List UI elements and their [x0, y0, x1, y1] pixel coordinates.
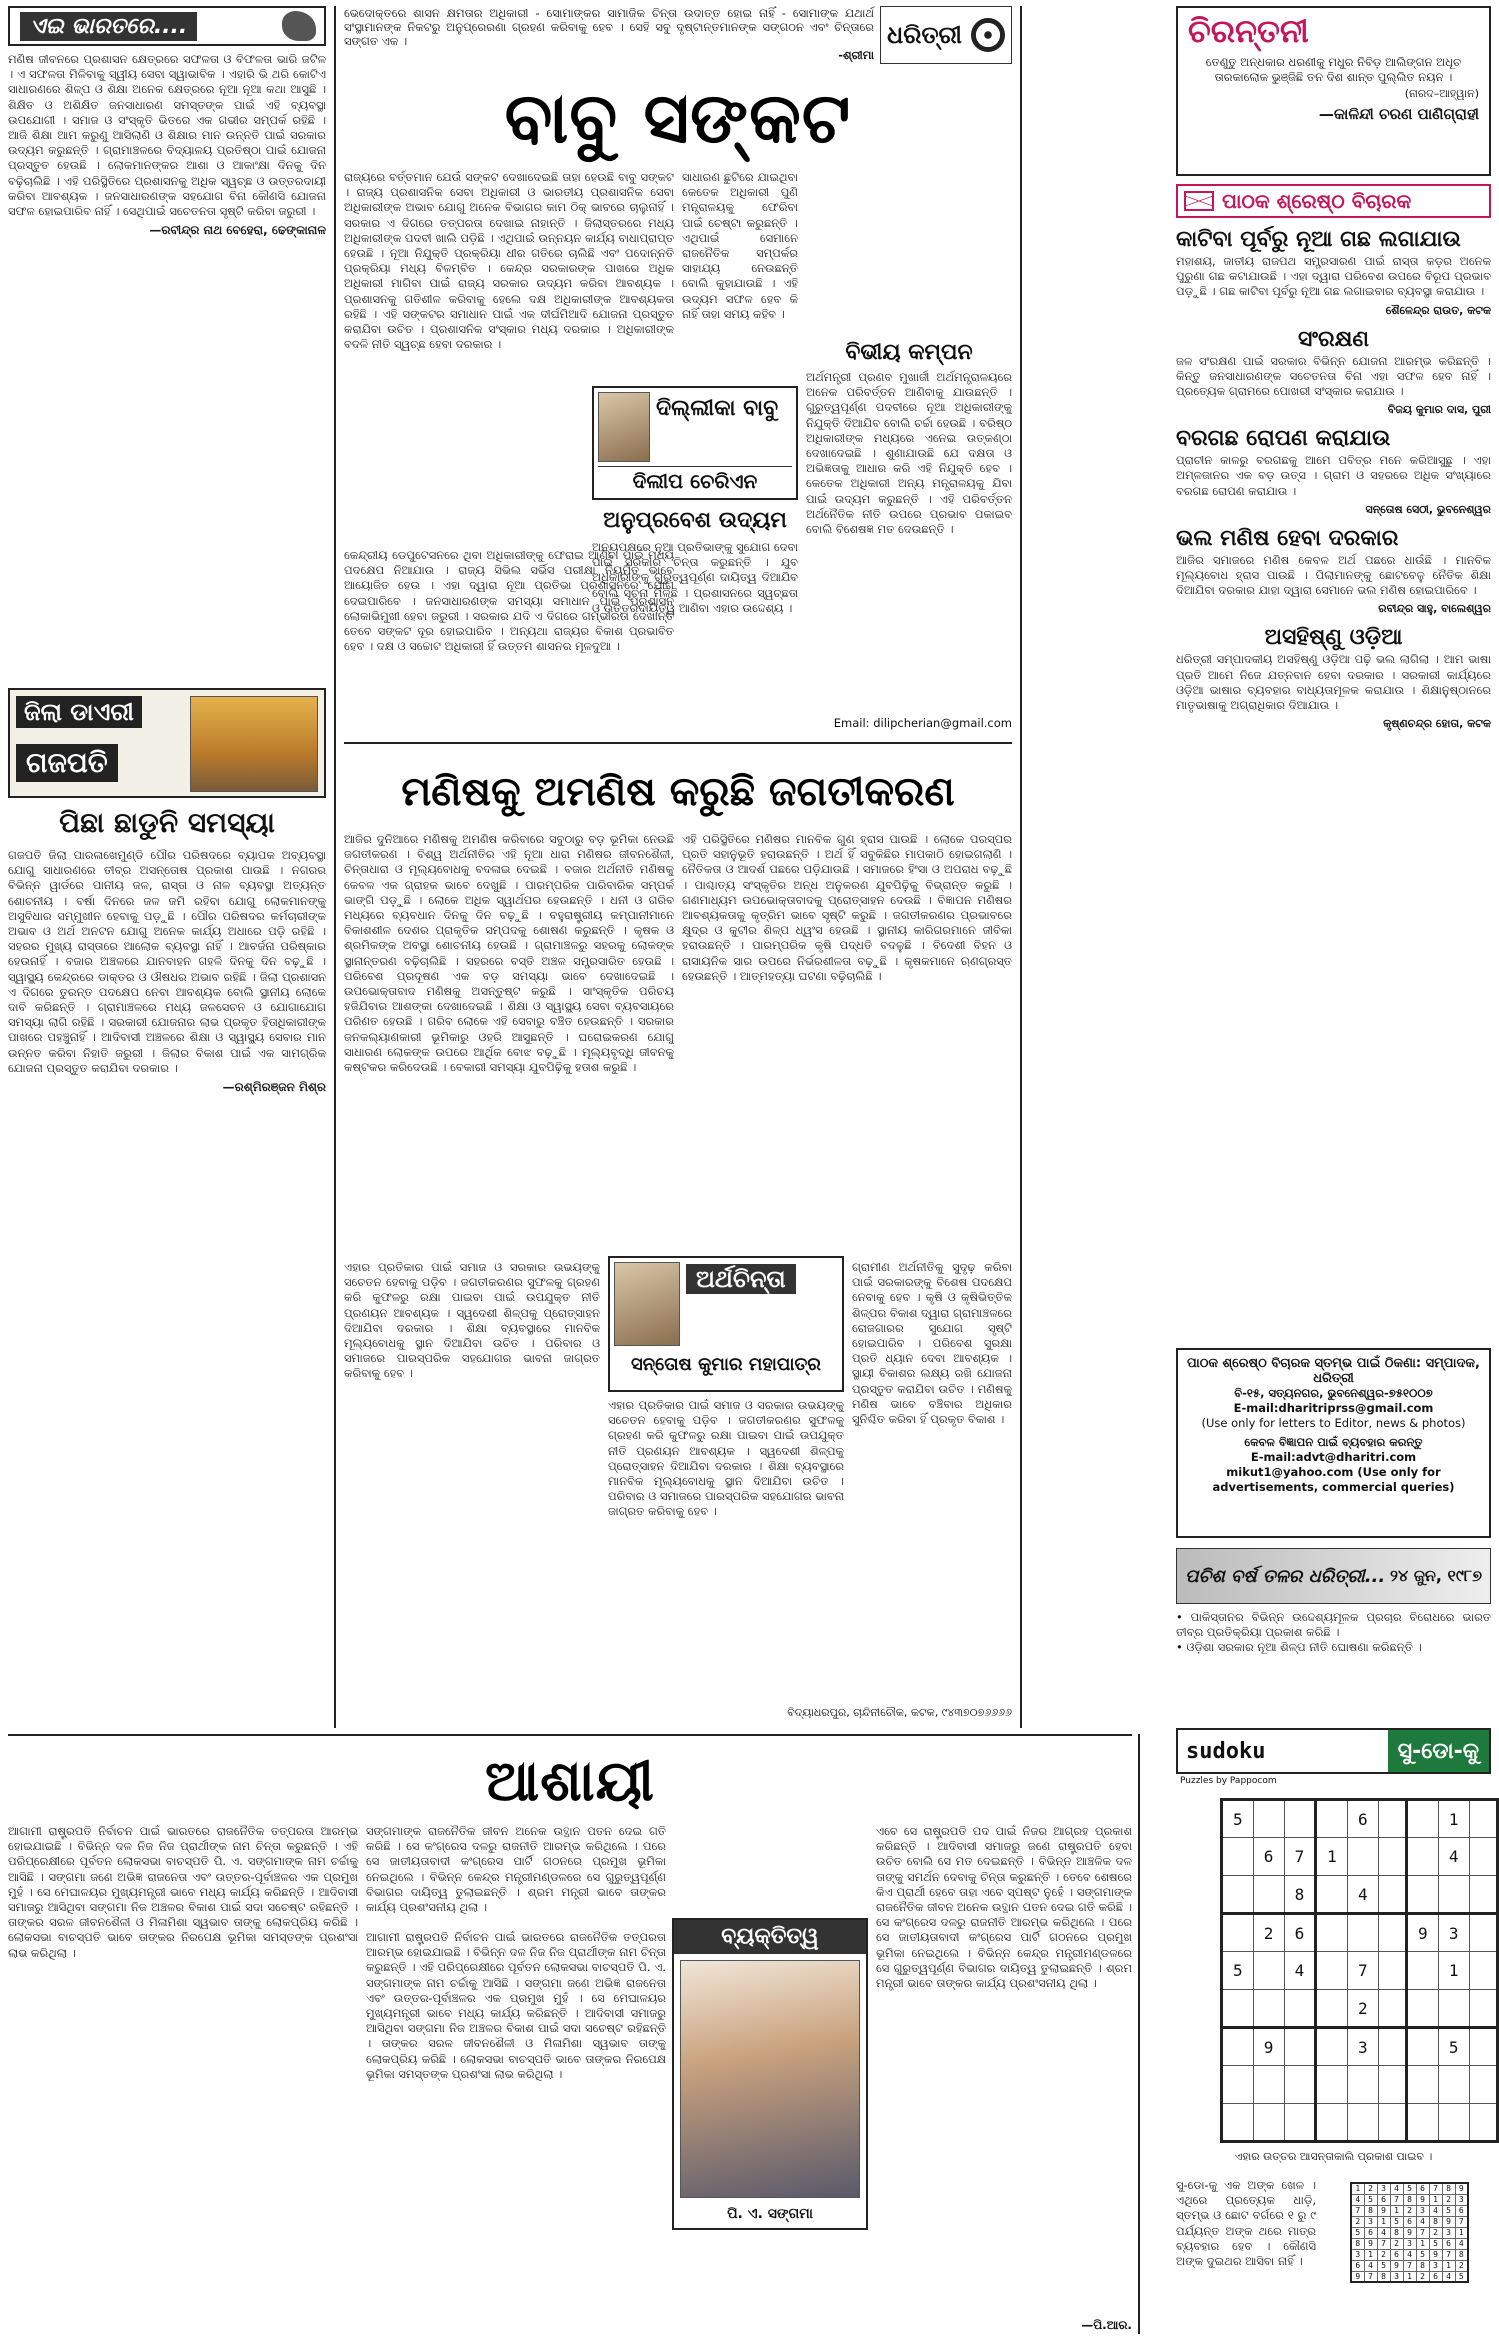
sudoku-row — [1351, 2205, 1468, 2216]
sudoku-row — [1222, 1876, 1498, 1914]
editorial-body-b: କେନ୍ଦ୍ରୀୟ ଡେପୁଟେସନରେ ଥିବା ଅଧିକାରୀଙ୍କୁ ଫେରାଇ ଆଣିବା ପାଇଁ ମଧ୍ୟ ପଦକ୍ଷେପ ନିଆଯାଉ । ରାଜ୍ୟ ସିଭିଲ ସର୍ଭିସ ପରୀକ୍ଷା ନିୟମିତ ଭାବେ ଆୟୋଜିତ ହେଉ । ଏହା ଦ୍ୱାରା ନୂଆ ପ୍ରତିଭା ପ୍ରଶାସନରେ ଯୋଗ ଦେଇପାରିବେ । ଜନସାଧାରଣଙ୍କ ସମସ୍ୟା ସମାଧାନ ପାଇଁ ପ୍ରଶାସନ ଲୋକାଭିମୁଖୀ ହେବା ଜରୁରୀ । ସରକାର ଯଦି ଏ ଦିଗରେ ଗମ୍ଭୀରତା ଦେଖାନ୍ତି ତେବେ ସଙ୍କଟ ଦୂର ହୋଇପାରିବ । ଅନ୍ୟଥା ରାଜ୍ୟର ବିକାଶ ପ୍ରଭାବିତ ହେବ । ଦକ୍ଷ ଓ ସଚ୍ଚୋଟ ଅଧିକାରୀ ହିଁ ଉତ୍ତମ ଶାସନର ମୂଳଦୁଆ । — [344, 548, 674, 654]
sudoku-answer-cell: 4 — [1442, 2271, 1455, 2282]
sudoku-cell[interactable] — [1253, 2066, 1284, 2104]
sudoku-cell[interactable] — [1316, 1914, 1348, 1952]
letter-title: ଅସହିଷ୍ଣୁ ଓଡ଼ିଆ — [1264, 625, 1403, 651]
sudoku-row — [1351, 2260, 1468, 2271]
sudoku-answer-cell: 3 — [1442, 2227, 1455, 2238]
sudoku-row — [1222, 1990, 1498, 2028]
india-map-icon — [282, 11, 316, 41]
sudoku-cell: 5 — [1438, 2028, 1469, 2066]
sudoku-answer-cell: 1 — [1442, 2260, 1455, 2271]
sudoku-answer-cell: 5 — [1416, 2249, 1429, 2260]
sudoku-answer-cell: 7 — [1364, 2271, 1377, 2282]
top-left-signature: —ରବୀନ୍ଦ୍ର ନାଥ ବେହେରା, ଢେଙ୍କାନାଳ — [149, 223, 326, 238]
dharitri-logo — [880, 6, 1012, 64]
sudoku-cell: 4 — [1438, 1838, 1469, 1876]
sudoku-answer-cell: 5 — [1377, 2260, 1390, 2271]
sudoku-answer-grid — [1350, 2182, 1469, 2283]
sudoku-cell[interactable] — [1378, 1914, 1406, 1952]
sudoku-cell[interactable] — [1284, 2104, 1316, 2142]
letter-item — [1176, 326, 1491, 418]
sudoku-answer-cell: 6 — [1377, 2194, 1390, 2205]
sudoku-answer-cell: 2 — [1416, 2271, 1429, 2282]
sudoku-answer-cell: 7 — [1455, 2216, 1468, 2227]
sudoku-cell[interactable] — [1378, 1990, 1406, 2028]
sudoku-answer-cell: 6 — [1442, 2238, 1455, 2249]
sudoku-cell[interactable] — [1316, 2028, 1348, 2066]
sudoku-answer-cell: 6 — [1390, 2249, 1403, 2260]
sudoku-cell[interactable] — [1469, 2066, 1497, 2104]
anniversary-item: • ଓଡ଼ିଶା ସରକାର ନୂଆ ଶିଳ୍ପ ନୀତି ଘୋଷଣା କରିଛନ୍ତି । — [1176, 1640, 1422, 1655]
contact-email-ads[interactable]: E-mail:advt@dharitri.com — [1250, 1450, 1417, 1464]
sudoku-cell[interactable] — [1347, 1838, 1378, 1876]
envelope-icon — [1184, 191, 1214, 211]
anniversary-date: ୨୪ ଜୁନ, ୧୯୮୭ — [1390, 1566, 1482, 1585]
sudoku-answer-cell: 2 — [1429, 2227, 1442, 2238]
sudoku-answer-cell: 1 — [1455, 2227, 1468, 2238]
sudoku-answer-cell: 5 — [1442, 2205, 1455, 2216]
letter-title: ସଂରକ୍ଷଣ — [1297, 326, 1370, 352]
sudoku-cell[interactable] — [1438, 2066, 1469, 2104]
sudoku-row — [1351, 2227, 1468, 2238]
sudoku-cell[interactable] — [1407, 2104, 1439, 2142]
district-diary-body: ଗଜପତି ଜିଲା ପାରଳାଖେମୁଣ୍ଡି ପୌର ପରିଷଦରେ ବ୍ୟାପକ ଅବ୍ୟବସ୍ଥା ଯୋଗୁ ସାଧାରଣରେ ତୀବ୍ର ଅସନ୍ତୋଷ ପ୍ରକାଶ ପାଉଛି । ନଗରର ବିଭିନ୍ନ ୱାର୍ଡରେ ପାନୀୟ ଜଳ, ରାସ୍ତା ଓ ନାଳ ବ୍ୟବସ୍ଥା ଅତ୍ୟନ୍ତ ଶୋଚନୀୟ । ବର୍ଷା ଦିନରେ ଜଳ ଜମି ରହିବା ଯୋଗୁ ଲୋକମାନଙ୍କୁ ଅସୁବିଧାର ସମ୍ମୁଖୀନ ହେବାକୁ ପଡ଼ୁଛି । ପୌର ପରିଷଦର କର୍ମଚାରୀଙ୍କ ଅଭାବ ଓ ଅର୍ଥ ଅନଟନ ଯୋଗୁ ଅନେକ କାର୍ଯ୍ୟ ଅଧାରେ ପଡ଼ି ରହିଛି । ସହରର ମୁଖ୍ୟ ରାସ୍ତାରେ ଆଲୋକ ବ୍ୟବସ୍ଥା ନାହିଁ । ଆବର୍ଜନା ପରିଷ୍କାର ହେଉନାହିଁ । ବଜାର ଅଞ୍ଚଳରେ ଯାନବାହନ ଗହଳି ଦିନକୁ ଦିନ ବଢ଼ୁଛି । ସ୍ୱାସ୍ଥ୍ୟ କେନ୍ଦ୍ରରେ ଡାକ୍ତର ଓ ଔଷଧର ଅଭାବ ରହିଛି । ଜିଲା ପ୍ରଶାସନ ଏ ଦିଗରେ ତୁରନ୍ତ ପଦକ୍ଷେପ ନେବା ଆବଶ୍ୟକ ବୋଲି ସ୍ଥାନୀୟ ଲୋକେ ଦାବି କରିଛନ୍ତି । ଗ୍ରାମାଞ୍ଚଳରେ ମଧ୍ୟ ଜଳସେଚନ ଓ ଯୋଗାଯୋଗ ସମସ୍ୟା ଲାଗି ରହିଛି । ସରକାରୀ ଯୋଜନାର ଲାଭ ପ୍ରକୃତ ହିତାଧିକାରୀଙ୍କ ପାଖରେ ପହଞ୍ଚୁନାହିଁ । ଆଦିବାସୀ ଅଞ୍ଚଳରେ ଶିକ୍ଷା ଓ ସ୍ୱାସ୍ଥ୍ୟ ସେବାର ମାନ ଉନ୍ନତ କରିବା ନିହାତି ଜରୁରୀ । ଜିଲାର ବିକାଶ ପାଇଁ ଏକ ସାମଗ୍ରିକ ଯୋଜନା ପ୍ରସ୍ତୁତ କରାଯିବା ଦରକାର । —ରଶ୍ମିରଞ୍ଜନ ମିଶ୍ର — [8, 848, 326, 1095]
sudoku-cell: 4 — [1284, 1952, 1316, 1990]
divider — [344, 742, 1012, 744]
sudoku-answer-cell: 9 — [1377, 2205, 1390, 2216]
sudoku-row — [1351, 2238, 1468, 2249]
sudoku-answer-cell: 3 — [1377, 2183, 1390, 2194]
sudoku-answer-cell: 2 — [1455, 2260, 1468, 2271]
banner-text: ଏଇ ଭାରତରେ.... — [20, 12, 197, 41]
letter-title: ଭଲ ମଣିଷ ହେବା ଦରକାର — [1176, 525, 1399, 551]
sudoku-cell[interactable] — [1407, 2066, 1439, 2104]
sudoku-answer-cell: 4 — [1429, 2205, 1442, 2216]
main-story-body-a: ଆଜିର ଦୁନିଆରେ ମଣିଷକୁ ଅମଣିଷ କରିବାରେ ସବୁଠାରୁ ବଡ଼ ଭୂମିକା ନେଉଛି ଜଗତୀକରଣ । ବିଶ୍ୱ ଅର୍ଥନୀତିର ଏହି ନୂଆ ଧାରା ମଣିଷର ଜୀବନଶୈଳୀ, ଚିନ୍ତାଧାରା ଓ ମୂଲ୍ୟବୋଧକୁ ବଦଳାଇ ଦେଇଛି । ବଜାର ଅର୍ଥନୀତି ମଣିଷକୁ କେବଳ ଏକ ଗ୍ରାହକ ଭାବେ ଦେଖୁଛି । ପାରମ୍ପରିକ ପାରିବାରିକ ସମ୍ପର୍କ ଭାଙ୍ଗି ପଡ଼ୁଛି । ଲୋକେ ଅଧିକ ସ୍ୱାର୍ଥପର ହେଉଛନ୍ତି । ଧନୀ ଓ ଗରିବ ମଧ୍ୟରେ ବ୍ୟବଧାନ ଦିନକୁ ଦିନ ବଢ଼ୁଛି । ବହୁରାଷ୍ଟ୍ରୀୟ କମ୍ପାନୀମାନେ ବିକାଶଶୀଳ ଦେଶର ପ୍ରାକୃତିକ ସମ୍ପଦକୁ ଶୋଷଣ କରୁଛନ୍ତି । କୃଷକ ଓ ଶ୍ରମିକଙ୍କ ଅବସ୍ଥା ଶୋଚନୀୟ ହେଉଛି । ଗ୍ରାମାଞ୍ଚଳରୁ ସହରକୁ ଲୋକଙ୍କ ସ୍ଥାନାନ୍ତରଣ ବଢ଼ିଚାଲିଛି । ସହରରେ ବସ୍ତି ଅଞ୍ଚଳ ସମ୍ପ୍ରସାରିତ ହେଉଛି । ପରିବେଶ ପ୍ରଦୂଷଣ ଏକ ବଡ଼ ସମସ୍ୟା ଭାବେ ଦେଖାଦେଇଛି । ଉପଭୋକ୍ତାବାଦ ମଣିଷକୁ ଅସନ୍ତୁଷ୍ଟ କରୁଛି । ସାଂସ୍କୃତିକ ପରିଚୟ ହଜିଯିବାର ଆଶଙ୍କା ଦେଖାଦେଇଛି । ଶିକ୍ଷା ଓ ସ୍ୱାସ୍ଥ୍ୟ ସେବା ବ୍ୟବସାୟରେ ପରିଣତ ହେଉଛି । ଗରିବ ଲୋକେ ଏହି ସେବାରୁ ବଞ୍ଚିତ ହେଉଛନ୍ତି । ସରକାର ଜନକଲ୍ୟାଣକାରୀ ଭୂମିକାରୁ ଓହରି ଆସୁଛନ୍ତି । ଘରୋଇକରଣ ଯୋଗୁ ସାଧାରଣ ଲୋକଙ୍କ ଉପରେ ଆର୍ଥିକ ବୋଝ ବଢ଼ୁଛି । ମୂଲ୍ୟବୃଦ୍ଧି ଜୀବନକୁ କଷ୍ଟକର କରିଦେଉଛି । ବେକାରୀ ସମସ୍ୟା ଯୁବପିଢ଼ିକୁ ହତାଶ କରୁଛି । — [344, 832, 674, 1075]
sudoku-cell[interactable] — [1347, 1914, 1378, 1952]
sudoku-answer-cell: 2 — [1351, 2216, 1364, 2227]
sudoku-row — [1351, 2216, 1468, 2227]
logo-text: ଧରିତ୍ରୀ — [887, 21, 962, 49]
sudoku-cell[interactable] — [1378, 1876, 1406, 1914]
sudoku-label-latin: sudoku — [1186, 1738, 1266, 1764]
sudoku-cell: 6 — [1347, 1800, 1378, 1838]
sudoku-answer-cell: 6 — [1429, 2271, 1442, 2282]
sudoku-answer-cell: 8 — [1403, 2194, 1416, 2205]
sudoku-row — [1222, 1800, 1498, 1838]
sudoku-answer-cell: 4 — [1364, 2260, 1377, 2271]
sudoku-answer-cell: 6 — [1364, 2227, 1377, 2238]
sudoku-answer-cell: 1 — [1364, 2249, 1377, 2260]
divider — [8, 1734, 1132, 1736]
sudoku-answer-cell: 3 — [1429, 2260, 1442, 2271]
district-name: ଗଜପତି — [16, 744, 118, 782]
sudoku-cell[interactable] — [1378, 1952, 1406, 1990]
sudoku-answer-cell: 2 — [1390, 2238, 1403, 2249]
sudoku-row — [1351, 2183, 1468, 2194]
sudoku-answer-cell: 3 — [1403, 2238, 1416, 2249]
top-left-body: ମଣିଷ ଜୀବନରେ ପ୍ରଶାସନ କ୍ଷେତ୍ରରେ ସଫଳତା ଓ ବିଫଳତା ଭାରି ଜଟିଳ । ଏ ସଫଳତା ମିଳିବାକୁ ସ୍ୱୀୟ ସେବା ସ୍ୱାଭାବିକ । ଏହାରି ଭି ଥରି କୋଟିଏ ସାଧାରଣରେ ଶିଳ୍ପ ଓ ଶିକ୍ଷା ଅନେକ କ୍ଷେତ୍ରରେ ନୂଆ ନୂଆ କଥା ଆସୁଛି । ଶିକ୍ଷିତ ଓ ଅଶିକ୍ଷିତ ଜନସାଧାରଣ ସମସ୍ତଙ୍କ ପାଇଁ ଏହି ବ୍ୟବସ୍ଥା ଉପଯୋଗୀ । ସମାଜ ଓ ସଂସ୍କୃତି ଭିତରେ ଏକ ଗଭୀର ସମ୍ପର୍କ ରହିଛି । ଆଜି ଶିକ୍ଷା ଆମ କରୁଣୁ ଆସିଲାଣି ଓ ଶିକ୍ଷାର ମାନ ଉନ୍ନତି ପାଇଁ ସରକାର ଉଦ୍ୟମ କରୁଛନ୍ତି । ଗ୍ରାମାଞ୍ଚଳରେ ବିଦ୍ୟାଳୟ ପ୍ରତିଷ୍ଠା ପାଇଁ ଯୋଜନା ପ୍ରସ୍ତୁତ ହେଉଛି । ଲୋକମାନଙ୍କର ଆଶା ଓ ଆକାଂକ୍ଷା ଦିନକୁ ଦିନ ବଢ଼ିଚାଲିଛି । ଏହି ପରିସ୍ଥିତିରେ ପ୍ରଶାସନକୁ ଅଧିକ ସ୍ୱଚ୍ଛ ଓ ଉତ୍ତରଦାୟୀ କରିବା ଆବଶ୍ୟକ । ଜନସାଧାରଣଙ୍କ ସହଯୋଗ ବିନା କୌଣସି ଯୋଜନା ସଫଳ ହୋଇପାରିବ ନାହିଁ । ସେଥିପାଇଁ ସଚେତନତା ସୃଷ୍ଟି କରିବା ଜରୁରୀ । —ରବୀନ୍ଦ୍ର ନାଥ ବେହେରା, ଢେଙ୍କାନାଳ — [8, 52, 326, 238]
sudoku-cell[interactable] — [1407, 1800, 1439, 1838]
letter-item — [1176, 525, 1491, 617]
sudoku-cell[interactable] — [1316, 1990, 1348, 2028]
sudoku-cell[interactable] — [1378, 2066, 1406, 2104]
sudoku-cell[interactable] — [1253, 1800, 1284, 1838]
divider — [1020, 6, 1022, 1728]
sudoku-answer-cell: 5 — [1403, 2183, 1416, 2194]
sudoku-cell[interactable] — [1284, 2066, 1316, 2104]
sudoku-cell[interactable] — [1378, 2028, 1406, 2066]
sudoku-answer-cell: 7 — [1416, 2227, 1429, 2238]
masthead-quote: ଭେଦୋକ୍ତରେ ଶାସନ କ୍ଷମତାର ଅଧିକାରୀ - ସୋମାଙ୍କର ସାମାଜିକ ଚିନ୍ତା ଉଦାତ୍ତ ହୋଇ ନାହିଁ - ସୋମାଙ୍କ ଯଥାର୍ଥ ସଂସ୍ଥାମାନଙ୍କ ନିକଟରୁ ଅନୁପ୍ରେରଣା ଗ୍ରହଣ କରିବାକୁ ହେବ । ସେହି ସବୁ ଦୃଷ୍ଟାନ୍ତମାନଙ୍କ ସଙ୍ଗଠନ ଏବଂ ଚିନ୍ତାରେ ସଙ୍ଗତ ଏକ । -ଶ୍ରୀମା — [344, 6, 874, 62]
sudoku-answer-cell: 8 — [1455, 2249, 1468, 2260]
delhi-body-a: ଅର୍ଥମନ୍ତ୍ରୀ ପ୍ରଣବ ମୁଖାର୍ଜୀ ଅର୍ଥମନ୍ତ୍ରାଳୟରେ ଅନେକ ପରିବର୍ତ୍ତନ ଆଣିବାକୁ ଯାଉଛନ୍ତି । ଗୁରୁତ୍ୱପୂର୍ଣ୍ଣ ପଦବୀରେ ନୂଆ ଅଧିକାରୀଙ୍କୁ ନିଯୁକ୍ତି ଦିଆଯିବ ବୋଲି ଚର୍ଚ୍ଚା ହେଉଛି । ବରିଷ୍ଠ ଅଧିକାରୀଙ୍କ ମଧ୍ୟରେ ଏନେଇ ଉତ୍କଣ୍ଠା ଦେଖାଦେଇଛି । ଶୁଣାଯାଉଛି ଯେ ଦକ୍ଷତା ଓ ଅଭିଜ୍ଞତାକୁ ଆଧାର କରି ଏହି ନିଯୁକ୍ତି ହେବ । କେତେକ ଅଧିକାରୀ ଅନ୍ୟ ମନ୍ତ୍ରାଳୟକୁ ଯିବା ପାଇଁ ଉଦ୍ୟମ କରୁଛନ୍ତି । ଏହି ପରିବର୍ତ୍ତନ ଅର୍ଥନୈତିକ ନୀତି ଉପରେ ପ୍ରଭାବ ପକାଇବ ବୋଲି ବିଶେଷଜ୍ଞ ମତ ଦେଉଛନ୍ତି । — [806, 370, 1012, 537]
letter-title: ବରଗଛ ରୋପଣ କରାଯାଉ — [1176, 426, 1391, 452]
main-story-col-d: ଗ୍ରାମୀଣ ଅର୍ଥନୀତିକୁ ସୁଦୃଢ଼ କରିବା ପାଇଁ ସରକାରଙ୍କୁ ବିଶେଷ ପଦକ୍ଷେପ ନେବାକୁ ହେବ । କୃଷି ଓ କୃଷିଭିତ୍ତିକ ଶିଳ୍ପର ବିକାଶ ଦ୍ୱାରା ଗ୍ରାମାଞ୍ଚଳରେ ରୋଜଗାରର ସୁଯୋଗ ସୃଷ୍ଟି ହୋଇପାରିବ । ପରିବେଶ ସୁରକ୍ଷା ପ୍ରତି ଧ୍ୟାନ ଦେବା ଆବଶ୍ୟକ । ସ୍ଥାୟୀ ବିକାଶର ଲକ୍ଷ୍ୟ ରଖି ଯୋଜନା ପ୍ରସ୍ତୁତ କରାଯିବା ଉଚିତ । ମଣିଷକୁ ମଣିଷ ଭାବେ ବଞ୍ଚିବାର ଅଧିକାର ସୁନିଶ୍ଚିତ କରିବା ହିଁ ପ୍ରକୃତ ବିକାଶ । — [852, 1260, 1012, 1427]
profile-body-a: ଆଗାମୀ ରାଷ୍ଟ୍ରପତି ନିର୍ବାଚନ ପାଇଁ ଭାରତରେ ରାଜନୈତିକ ତତ୍ପରତା ଆରମ୍ଭ ହୋଇଯାଇଛି । ବିଭିନ୍ନ ଦଳ ନିଜ ନିଜ ପ୍ରାର୍ଥୀଙ୍କ ନାମ ଚିନ୍ତା କରୁଛନ୍ତି । ଏହି ପରିପ୍ରେକ୍ଷୀରେ ପୂର୍ବତନ ଲୋକସଭା ବାଚସ୍ପତି ପି. ଏ. ସଙ୍ଗମାଙ୍କ ନାମ ଚର୍ଚ୍ଚାକୁ ଆସିଛି । ସଙ୍ଗମା ଜଣେ ଅଭିଜ୍ଞ ରାଜନେତା ଏବଂ ଉତ୍ତର-ପୂର୍ବାଞ୍ଚଳର ଏକ ପ୍ରମୁଖ ମୁହଁ । ସେ ମେଘାଳୟର ମୁଖ୍ୟମନ୍ତ୍ରୀ ଭାବେ ମଧ୍ୟ କାର୍ଯ୍ୟ କରିଛନ୍ତି । ଆଦିବାସୀ ସମାଜରୁ ଆସିଥିବା ସଙ୍ଗମା ନିଜ ଅଞ୍ଚଳର ବିକାଶ ପାଇଁ ସଦା ସଚେଷ୍ଟ ରହିଛନ୍ତି । ତାଙ୍କର ସରଳ ଜୀବନଶୈଳୀ ଓ ମିଳାମିଶା ସ୍ୱଭାବ ତାଙ୍କୁ ଲୋକପ୍ରିୟ କରିଛି । ଲୋକସଭା ବାଚସ୍ପତି ଭାବେ ତାଙ୍କର ନିରପେକ୍ଷ ଭୂମିକା ସମସ୍ତଙ୍କ ପ୍ରଶଂସା ଲାଭ କରିଥିଲା । — [8, 1824, 358, 1960]
sudoku-note: ଏହାର ଉତ୍ତର ଆସନ୍ତାକାଲି ପ୍ରକାଶ ପାଇବ । — [1234, 2150, 1433, 2163]
sudoku-cell[interactable] — [1284, 1800, 1316, 1838]
sudoku-grid[interactable] — [1220, 1798, 1499, 2143]
sudoku-answer-cell: 7 — [1390, 2194, 1403, 2205]
delhi-subhead-1: ବିଭୀୟ କମ୍ପନ — [845, 340, 973, 365]
anniversary-item: • ପାକିସ୍ତାନର ବିଭିନ୍ନ ଉଦ୍ଦେଶ୍ୟମୂଳକ ପ୍ରଚାର ବିରୋଧରେ ଭାରତ ତୀବ୍ର ପ୍ରତିକ୍ରିୟା ପ୍ରକାଶ କରିଛି । — [1176, 1610, 1491, 1640]
sudoku-cell[interactable] — [1378, 1800, 1406, 1838]
delhi-body-b: ସାଧାରଣ ଛୁଟିରେ ଯାଇଥିବା କେତେକ ଅଧିକାରୀ ପୁଣି ମନ୍ତ୍ରାଳୟକୁ ଫେରିବା ପାଇଁ ଚେଷ୍ଟା କରୁଛନ୍ତି । ଏଥିପାଇଁ ସେମାନେ ରାଜନୈତିକ ସମ୍ପର୍କର ସାହାଯ୍ୟ ନେଉଛନ୍ତି ବୋଲି କୁହାଯାଉଛି । ଏହି ଉଦ୍ୟମ ସଫଳ ହେବ କି ନାହିଁ ତାହା ସମୟ କହିବ । — [682, 170, 798, 321]
arthachinta-box — [608, 1256, 844, 1392]
chirantani-box — [1176, 6, 1491, 176]
letters-banner — [1176, 184, 1491, 218]
letter-item — [1176, 624, 1491, 731]
sudoku-answer-cell: 8 — [1364, 2205, 1377, 2216]
delhi-body-c: ଅନ୍ୟପକ୍ଷରେ ନୂଆ ପ୍ରତିଭାଙ୍କୁ ସୁଯୋଗ ଦେବା ପାଇଁ ସରକାର ଚିନ୍ତା କରୁଛନ୍ତି । ଯୁବ ଅଧିକାରୀଙ୍କୁ ଗୁରୁତ୍ୱପୂର୍ଣ୍ଣ ଦାୟିତ୍ୱ ଦିଆଯିବ ବୋଲି ସୂଚନା ମିଳିଛି । ପ୍ରଶାସନରେ ସ୍ୱଚ୍ଛତା ଓ ଉତ୍ତରଦାୟିତ୍ୱ ଆଣିବା ଏହାର ଉଦ୍ଦେଶ୍ୟ । — [592, 540, 798, 615]
sudoku-cell[interactable] — [1469, 1990, 1497, 2028]
sudoku-cell[interactable] — [1438, 2104, 1469, 2142]
district-diary-signature: —ରଶ୍ମିରଞ୍ଜନ ମିଶ୍ର — [222, 1080, 326, 1095]
sudoku-label-odia: ସୁ-ଡୋ-କୁ — [1388, 1730, 1489, 1772]
sudoku-row — [1222, 1838, 1498, 1876]
letter-sig: ସନ୍ତୋଷ ସେଠୀ, ଭୁବନେଶ୍ୱର — [1365, 502, 1491, 516]
letters-banner-text: ପାଠକ ଶ୍ରେଷ୍ଠ ବିଚାରକ — [1222, 189, 1412, 213]
arthachinta-author: ସନ୍ତୋଷ କୁମାର ମହାପାତ୍ର — [631, 1354, 821, 1375]
sudoku-answer-cell: 1 — [1429, 2194, 1442, 2205]
sudoku-cell[interactable] — [1253, 1990, 1284, 2028]
letter-sig: ରବୀନ୍ଦ୍ର ସାହୁ, ବାଲେଶ୍ୱର — [1378, 602, 1491, 616]
divider — [334, 6, 336, 1728]
arthachinta-label: ଅର୍ଥଚିନ୍ତା — [686, 1264, 796, 1294]
sudoku-answer-cell: 5 — [1429, 2238, 1442, 2249]
sudoku-answer-cell: 3 — [1455, 2194, 1468, 2205]
sudoku-cell: 1 — [1316, 1838, 1348, 1876]
main-story-body-b: ଏହି ପରିସ୍ଥିତିରେ ମଣିଷର ମାନବିକ ଗୁଣ ହ୍ରାସ ପାଉଛି । ଲୋକେ ପରସ୍ପର ପ୍ରତି ସହାନୁଭୂତି ହରାଉଛନ୍ତି । ଅର୍ଥ ହିଁ ସବୁକିଛିର ମାପକାଠି ହୋଇଗଲାଣି । ନୈତିକତା ଓ ଆଦର୍ଶ ପଛରେ ପଡ଼ିଯାଉଛି । ସମାଜରେ ହିଂସା ଓ ଅପରାଧ ବଢ଼ୁଛି । ପାଶ୍ଚାତ୍ୟ ସଂସ୍କୃତିର ଅନ୍ଧ ଅନୁକରଣ ଯୁବପିଢ଼ିକୁ ବିଭ୍ରାନ୍ତ କରୁଛି । ଗଣମାଧ୍ୟମ ଉପଭୋକ୍ତାବାଦକୁ ପ୍ରୋତ୍ସାହନ ଦେଉଛି । ବିଜ୍ଞାପନ ମଣିଷର ଆବଶ୍ୟକତାକୁ କୃତ୍ରିମ ଭାବେ ସୃଷ୍ଟି କରୁଛି । ଜଗତୀକରଣର ପ୍ରଭାବରେ କ୍ଷୁଦ୍ର ଓ କୁଟୀର ଶିଳ୍ପ ଧ୍ୱଂସ ହେଉଛି । ସ୍ଥାନୀୟ କାରିଗରମାନେ ଜୀବିକା ହରାଉଛନ୍ତି । ପାରମ୍ପରିକ କୃଷି ପଦ୍ଧତି ବଦଳୁଛି । ବିଦେଶୀ ବିହନ ଓ ରାସାୟନିକ ସାର ଉପରେ ନିର୍ଭରଶୀଳତା ବଢ଼ୁଛି । କୃଷକମାନେ ଋଣଗ୍ରସ୍ତ ହେଉଛନ୍ତି । ଆତ୍ମହତ୍ୟା ଘଟଣା ବଢ଼ିଚାଲିଛି । — [682, 832, 1012, 983]
delhi-subhead-2: ଅନୁପ୍ରବେଶ ଉଦ୍ୟମ — [603, 508, 787, 533]
sudoku-answer-cell: 3 — [1364, 2216, 1377, 2227]
sudoku-cell[interactable] — [1316, 1800, 1348, 1838]
main-story-col-c: ଏହାର ପ୍ରତିକାର ପାଇଁ ସମାଜ ଓ ସରକାର ଉଭୟଙ୍କୁ ସଚେତନ ହେବାକୁ ପଡ଼ିବ । ଜଗତୀକରଣର ସୁଫଳକୁ ଗ୍ରହଣ କରି କୁଫଳରୁ ରକ୍ଷା ପାଇବା ପାଇଁ ଉପଯୁକ୍ତ ନୀତି ପ୍ରଣୟନ ଆବଶ୍ୟକ । ସ୍ୱଦେଶୀ ଶିଳ୍ପକୁ ପ୍ରୋତ୍ସାହନ ଦିଆଯିବା ଦରକାର । ଶିକ୍ଷା ବ୍ୟବସ୍ଥାରେ ମାନବିକ ମୂଲ୍ୟବୋଧକୁ ସ୍ଥାନ ଦିଆଯିବା ଉଚିତ । ପରିବାର ଓ ସମାଜରେ ପାରସ୍ପରିକ ସହଯୋଗର ଭାବନା ଜାଗ୍ରତ କରିବାକୁ ହେବ । — [344, 1260, 600, 1381]
sudoku-answer-cell: 4 — [1416, 2216, 1429, 2227]
sudoku-cell[interactable] — [1253, 1952, 1284, 1990]
letter-item — [1176, 425, 1491, 517]
sudoku-cell: 3 — [1347, 2028, 1378, 2066]
sudoku-answer-cell: 6 — [1351, 2260, 1364, 2271]
main-story-address: ବିଦ୍ୟାଧରପୁର, ଚାନ୍ଦିନୀଚୌକ, କଟକ, ୯୪୩୭୦୭୬୬୬୬ — [787, 1706, 1012, 1719]
profile-label: ବ୍ୟକ୍ତିତ୍ୱ — [674, 1920, 866, 1954]
letter-sig: ଶୈଳେନ୍ଦ୍ର ରାଉତ, କଟକ — [1385, 303, 1491, 317]
sudoku-cell[interactable] — [1222, 1838, 1254, 1876]
sudoku-answer-cell: 2 — [1377, 2249, 1390, 2260]
chirantani-source: (ନାରଦ–ଆହ୍ୱାନ) — [1404, 87, 1479, 100]
letter-body: ମହାଶୟ, ଜାତୀୟ ରାଜପଥ ସମ୍ପ୍ରସାରଣ ପାଇଁ ରାସ୍ତା କଡ଼ର ଅନେକ ପୁରୁଣା ଗଛ କଟାଯାଉଛି । ଏହା ଦ୍ୱାରା ପରିବେଶ ଉପରେ ବିରୂପ ପ୍ରଭାବ ପଡ଼ୁଛି । ଗଛ କାଟିବା ପୂର୍ବରୁ ନୂଆ ଗଛ ଲଗାଇବାର ବ୍ୟବସ୍ଥା କରାଯାଉ । — [1176, 254, 1491, 299]
sudoku-cell[interactable] — [1469, 2028, 1497, 2066]
sudoku-answer-cell: 9 — [1429, 2249, 1442, 2260]
sudoku-cell: 2 — [1347, 1990, 1378, 2028]
sudoku-answer-cell: 4 — [1351, 2194, 1364, 2205]
profile-photo-box — [672, 1918, 868, 2230]
sudoku-row — [1222, 1914, 1498, 1952]
divider — [1138, 1734, 1140, 2334]
anniversary-items — [1176, 1610, 1491, 1710]
sudoku-cell: 6 — [1253, 1838, 1284, 1876]
sudoku-answer-cell: 7 — [1351, 2205, 1364, 2216]
sudoku-cell[interactable] — [1407, 2028, 1439, 2066]
sudoku-answer-cell: 1 — [1416, 2238, 1429, 2249]
sudoku-cell: 1 — [1438, 1952, 1469, 1990]
delhi-column-author: ଦିଲୀପ ଚେରିଏନ — [598, 466, 792, 493]
chirantani-verse: ତେଣୁତୁ ଅନ୍ଧକାର ଧରଣୀକୁ ମଧୁର ନିବିଡ଼ ଆଲିଙ୍ଗନ ଅଧୂଚ ତାରକାଲୋକ ଭୁଞ୍ଜିଛି ତନ ଦିଶ ଶାନ୍ତ ପୁଲ୍ଲିତ ନୟନ । — [1205, 55, 1462, 84]
sudoku-cell: 3 — [1438, 1914, 1469, 1952]
letter-title: କାଟିବା ପୂର୍ବରୁ ନୂଆ ଗଛ ଲଗାଯାଉ — [1176, 227, 1461, 252]
anniversary-label: ପଚିଶ ବର୍ଷ ତଳର ଧରିତ୍ରୀ... — [1185, 1565, 1386, 1587]
letter-item — [1176, 226, 1491, 318]
contact-ads-label: କେବଳ ବିଜ୍ଞାପନ ପାଇଁ ବ୍ୟବହାର କରନ୍ତୁ — [1244, 1435, 1423, 1449]
letters-list — [1176, 226, 1491, 1326]
sudoku-cell: 2 — [1253, 1914, 1284, 1952]
contact-email-ads-2[interactable]: mikut1@yahoo.com (Use only for advertisements, commercial queries) — [1212, 1465, 1455, 1494]
sudoku-cell[interactable] — [1316, 1952, 1348, 1990]
sudoku-cell[interactable] — [1469, 1800, 1497, 1838]
editorial-body-a: ରାଜ୍ୟରେ ବର୍ତ୍ତମାନ ଯେଉଁ ସଙ୍କଟ ଦେଖାଦେଇଛି ତାହା ହେଉଛି ବାବୁ ସଙ୍କଟ । ରାଜ୍ୟ ପ୍ରଶାସନିକ ସେବା ଅଧିକାରୀ ଓ ଭାରତୀୟ ପ୍ରଶାସନିକ ସେବା ଅଧିକାରୀଙ୍କ ଅଭାବ ଯୋଗୁ ଅନେକ ବିଭାଗର କାମ ଠିକ୍ ଭାବରେ ଚାଲୁନାହିଁ । ସରକାର ଏ ଦିଗରେ ତତ୍ପରତା ଦେଖାଇ ନାହାନ୍ତି । ଜିଲାସ୍ତରରେ ମଧ୍ୟ ଅଧିକାରୀଙ୍କ ପଦବୀ ଖାଲି ପଡ଼ିଛି । ଏଥିପାଇଁ ଉନ୍ନୟନ କାର୍ଯ୍ୟ ବାଧାପ୍ରାପ୍ତ ହେଉଛି । ନୂଆ ନିଯୁକ୍ତି ପ୍ରକ୍ରିୟା ଧୀର ଗତିରେ ଚାଲିଛି ଏବଂ ପଦୋନ୍ନତି ପ୍ରକ୍ରିୟା ମଧ୍ୟ ବିଳମ୍ବିତ । କେନ୍ଦ୍ର ସରକାରଙ୍କ ପାଖରେ ଅଧିକ ଅଧିକାରୀ ମାଗିବା ପାଇଁ ରାଜ୍ୟ ସରକାର ଉଦ୍ୟମ କରିବା ଆବଶ୍ୟକ । ପ୍ରଶାସନକୁ ଗତିଶୀଳ କରିବାକୁ ହେଲେ ଦକ୍ଷ ଅଧିକାରୀଙ୍କ ଆବଶ୍ୟକତା ରହିଛି । ଏହି ସଙ୍କଟର ସମାଧାନ ପାଇଁ ଏକ ଦୀର୍ଘମିଆଦି ଯୋଜନା ପ୍ରସ୍ତୁତ କରାଯିବା ଉଚିତ । ପ୍ରଶାସନିକ ସଂସ୍କାର ମଧ୍ୟ ଦରକାର । ଅଧିକାରୀଙ୍କ ବଦଳି ନୀତି ସ୍ୱଚ୍ଛ ହେବା ଦରକାର । — [344, 170, 674, 352]
sudoku-answer-cell: 5 — [1390, 2216, 1403, 2227]
sudoku-cell[interactable] — [1222, 1990, 1254, 2028]
sudoku-cell: 6 — [1284, 1914, 1316, 1952]
chirantani-poet: —କାଳିନ୍ଦୀ ଚରଣ ପାଣିଗ୍ରାହୀ — [1318, 105, 1479, 123]
sudoku-answer-cell: 8 — [1390, 2227, 1403, 2238]
sudoku-answer-cell: 2 — [1364, 2183, 1377, 2194]
sudoku-answer-cell: 3 — [1416, 2205, 1429, 2216]
profile-body-c: ଆଗାମୀ ରାଷ୍ଟ୍ରପତି ନିର୍ବାଚନ ପାଇଁ ଭାରତରେ ରାଜନୈତିକ ତତ୍ପରତା ଆରମ୍ଭ ହୋଇଯାଇଛି । ବିଭିନ୍ନ ଦଳ ନିଜ ନିଜ ପ୍ରାର୍ଥୀଙ୍କ ନାମ ଚିନ୍ତା କରୁଛନ୍ତି । ଏହି ପରିପ୍ରେକ୍ଷୀରେ ପୂର୍ବତନ ଲୋକସଭା ବାଚସ୍ପତି ପି. ଏ. ସଙ୍ଗମାଙ୍କ ନାମ ଚର୍ଚ୍ଚାକୁ ଆସିଛି । ସଙ୍ଗମା ଜଣେ ଅଭିଜ୍ଞ ରାଜନେତା ଏବଂ ଉତ୍ତର-ପୂର୍ବାଞ୍ଚଳର ଏକ ପ୍ରମୁଖ ମୁହଁ । ସେ ମେଘାଳୟର ମୁଖ୍ୟମନ୍ତ୍ରୀ ଭାବେ ମଧ୍ୟ କାର୍ଯ୍ୟ କରିଛନ୍ତି । ଆଦିବାସୀ ସମାଜରୁ ଆସିଥିବା ସଙ୍ଗମା ନିଜ ଅଞ୍ଚଳର ବିକାଶ ପାଇଁ ସଦା ସଚେଷ୍ଟ ରହିଛନ୍ତି । ତାଙ୍କର ସରଳ ଜୀବନଶୈଳୀ ଓ ମିଳାମିଶା ସ୍ୱଭାବ ତାଙ୍କୁ ଲୋକପ୍ରିୟ କରିଛି । ଲୋକସଭା ବାଚସ୍ପତି ଭାବେ ତାଙ୍କର ନିରପେକ୍ଷ ଭୂମିକା ସମସ୍ତଙ୍କ ପ୍ରଶଂସା ଲାଭ କରିଥିଲା । — [366, 1930, 666, 2081]
sudoku-answer-cell: 2 — [1442, 2194, 1455, 2205]
sudoku-row — [1222, 2104, 1498, 2142]
sudoku-answer-cell: 9 — [1455, 2183, 1468, 2194]
sudoku-answer-cell: 8 — [1351, 2238, 1364, 2249]
sudoku-answer-cell: 9 — [1390, 2260, 1403, 2271]
sudoku-cell[interactable] — [1469, 2104, 1497, 2142]
sudoku-answer-cell: 8 — [1429, 2216, 1442, 2227]
delhi-email: Email: dilipcherian@gmail.com — [833, 716, 1012, 730]
sudoku-cell[interactable] — [1347, 2066, 1378, 2104]
profile-body-b: ସଙ୍ଗମାଙ୍କ ରାଜନୈତିକ ଜୀବନ ଅନେକ ଉତ୍ଥାନ ପତନ ଦେଇ ଗତି କରିଛି । ସେ କଂଗ୍ରେସ ଦଳରୁ ରାଜନୀତି ଆରମ୍ଭ କରିଥିଲେ । ପରେ ସେ ଜାତୀୟତାବାଦୀ କଂଗ୍ରେସ ପାର୍ଟି ଗଠନରେ ପ୍ରମୁଖ ଭୂମିକା ନେଇଥିଲେ । ବିଭିନ୍ନ କେନ୍ଦ୍ର ମନ୍ତ୍ରୀମଣ୍ଡଳରେ ସେ ଗୁରୁତ୍ୱପୂର୍ଣ୍ଣ ବିଭାଗର ଦାୟିତ୍ୱ ତୁଲାଇଛନ୍ତି । ଶ୍ରମ ମନ୍ତ୍ରୀ ଭାବେ ତାଙ୍କର କାର୍ଯ୍ୟ ପ୍ରଶଂସନୀୟ ଥିଲା । — [366, 1824, 666, 1915]
sudoku-howto: ସୁ-ଡୋ-କୁ ଏକ ଅଙ୍କ ଖେଳ । ଏଥିରେ ପ୍ରତ୍ୟେକ ଧାଡ଼ି, ସ୍ତମ୍ଭ ଓ ଛୋଟ ବର୍ଗରେ ୧ ରୁ ୯ ପର୍ଯ୍ୟନ୍ତ ଅଙ୍କ ଥରେ ମାତ୍ର ବ୍ୟବହାର ହେବ । କୌଣସି ଅଙ୍କ ଦୁଇଥର ଆସିବା ନାହିଁ । — [1176, 2178, 1316, 2269]
sudoku-cell[interactable] — [1469, 1838, 1497, 1876]
sudoku-cell[interactable] — [1407, 1838, 1439, 1876]
sudoku-cell[interactable] — [1316, 2066, 1348, 2104]
sudoku-answer-cell: 5 — [1364, 2194, 1377, 2205]
sudoku-cell[interactable] — [1222, 2066, 1254, 2104]
sudoku-cell: 4 — [1347, 1876, 1378, 1914]
sudoku-credit: Puzzles by Pappocom — [1180, 1776, 1277, 1786]
anniversary-banner — [1176, 1548, 1491, 1604]
sudoku-answer-cell: 3 — [1390, 2271, 1403, 2282]
sudoku-answer-cell: 6 — [1455, 2205, 1468, 2216]
sudoku-answer-cell: 5 — [1351, 2227, 1364, 2238]
sudoku-answer-cell: 1 — [1390, 2205, 1403, 2216]
sudoku-cell[interactable] — [1407, 1952, 1439, 1990]
sudoku-answer-wrap — [1350, 2182, 1469, 2283]
sudoku-cell: 5 — [1222, 1800, 1254, 1838]
sudoku-cell[interactable] — [1222, 1914, 1254, 1952]
sudoku-answer-cell: 4 — [1403, 2249, 1416, 2260]
contact-email-editor-note: (Use only for letters to Editor, news & photos) — [1201, 1416, 1466, 1430]
sudoku-row — [1351, 2249, 1468, 2260]
sudoku-answer-cell: 6 — [1403, 2216, 1416, 2227]
sudoku-cell[interactable] — [1407, 1876, 1439, 1914]
sudoku-cell[interactable] — [1378, 2104, 1406, 2142]
sudoku-cell[interactable] — [1378, 1838, 1406, 1876]
sudoku-cell[interactable] — [1222, 2028, 1254, 2066]
sudoku-cell[interactable] — [1438, 1990, 1469, 2028]
sudoku-cell[interactable] — [1469, 1914, 1497, 1952]
sudoku-answer-cell: 3 — [1351, 2249, 1364, 2260]
sudoku-cell[interactable] — [1222, 2104, 1254, 2142]
contact-box — [1176, 1348, 1491, 1538]
letter-body: ପ୍ରାଚୀନ କାଳରୁ ବରଗଛକୁ ଆମେ ପବିତ୍ର ମନେ କରିଆସୁଛୁ । ଏହା ଅମ୍ଳଜାନର ଏକ ବଡ଼ ଉତ୍ସ । ଗ୍ରାମ ଓ ସହରରେ ଅଧିକ ସଂଖ୍ୟାରେ ବରଗଛ ରୋପଣ କରାଯାଉ । — [1176, 453, 1491, 498]
sudoku-answer-cell: 6 — [1416, 2183, 1429, 2194]
sudoku-answer-cell: 2 — [1403, 2205, 1416, 2216]
district-building-image — [190, 696, 318, 792]
profile-photo — [680, 1960, 860, 2198]
sudoku-answer-cell: 1 — [1403, 2271, 1416, 2282]
sudoku-cell: 7 — [1347, 1952, 1378, 1990]
district-diary-header — [8, 688, 326, 798]
sudoku-answer-cell: 9 — [1442, 2216, 1455, 2227]
profile-headline: ଆଶାୟୀ — [484, 1749, 656, 1814]
sudoku-answer-cell: 8 — [1416, 2260, 1429, 2271]
sudoku-answer-cell: 5 — [1455, 2271, 1468, 2282]
sudoku-cell[interactable] — [1407, 1990, 1439, 2028]
sudoku-answer-cell: 9 — [1403, 2227, 1416, 2238]
sudoku-row — [1222, 1952, 1498, 1990]
delhi-column-title: ଦିଲ୍ଲୀକା ବାବୁ — [656, 396, 779, 421]
sudoku-cell[interactable] — [1316, 2104, 1348, 2142]
sudoku-cell: 9 — [1253, 2028, 1284, 2066]
sudoku-answer-cell: 9 — [1416, 2194, 1429, 2205]
sudoku-answer-cell: 7 — [1429, 2183, 1442, 2194]
sudoku-cell[interactable] — [1438, 1876, 1469, 1914]
sudoku-cell: 1 — [1438, 1800, 1469, 1838]
editorial-headline: ବାବୁ ସଙ୍କଟ — [504, 77, 852, 159]
sudoku-cell[interactable] — [1316, 1876, 1348, 1914]
contact-email-editor[interactable]: E-mail:dharitriprss@gmail.com — [1233, 1401, 1434, 1415]
main-story-headline: ମଣିଷକୁ ଅମଣିଷ କରୁଛି ଜଗତୀକରଣ — [401, 769, 955, 815]
main-story-col-e: ଏହାର ପ୍ରତିକାର ପାଇଁ ସମାଜ ଓ ସରକାର ଉଭୟଙ୍କୁ ସଚେତନ ହେବାକୁ ପଡ଼ିବ । ଜଗତୀକରଣର ସୁଫଳକୁ ଗ୍ରହଣ କରି କୁଫଳରୁ ରକ୍ଷା ପାଇବା ପାଇଁ ଉପଯୁକ୍ତ ନୀତି ପ୍ରଣୟନ ଆବଶ୍ୟକ । ସ୍ୱଦେଶୀ ଶିଳ୍ପକୁ ପ୍ରୋତ୍ସାହନ ଦିଆଯିବା ଦରକାର । ଶିକ୍ଷା ବ୍ୟବସ୍ଥାରେ ମାନବିକ ମୂଲ୍ୟବୋଧକୁ ସ୍ଥାନ ଦିଆଯିବା ଉଚିତ । ପରିବାର ଓ ସମାଜରେ ପାରସ୍ପରିକ ସହଯୋଗର ଭାବନା ଜାଗ୍ରତ କରିବାକୁ ହେବ । — [608, 1398, 844, 1519]
sudoku-answer-cell: 9 — [1351, 2271, 1364, 2282]
sudoku-answer-cell: 9 — [1364, 2238, 1377, 2249]
sudoku-row — [1351, 2194, 1468, 2205]
wheel-icon — [971, 18, 1005, 52]
masthead-quote-sig: -ଶ୍ରୀମା — [838, 48, 874, 62]
sudoku-answer-cell: 4 — [1455, 2238, 1468, 2249]
sudoku-row — [1222, 2028, 1498, 2066]
contact-address: ବି-୧୫, ସତ୍ୟନଗର, ଭୁବନେଶ୍ୱର-୭୫୧୦୦୭ — [1234, 1386, 1433, 1400]
sudoku-cell[interactable] — [1253, 1876, 1284, 1914]
sudoku-cell[interactable] — [1469, 1876, 1497, 1914]
district-diary-label: ଜିଲା ଡାଏରୀ — [16, 696, 142, 728]
contact-title: ପାଠକ ଶ୍ରେଷ୍ଠ ବିଚାରକ ସ୍ତମ୍ଭ ପାଇଁ ଠିକଣା: ସମ୍ପାଦକ, ଧରିତ୍ରୀ — [1187, 1356, 1480, 1386]
sudoku-cell[interactable] — [1469, 1952, 1497, 1990]
letter-body: ଆଜିର ସମାଜରେ ମଣିଷ କେବଳ ଅର୍ଥ ପଛରେ ଧାଉଁଛି । ମାନବିକ ମୂଲ୍ୟବୋଧ ହ୍ରାସ ପାଉଛି । ପିଲାମାନଙ୍କୁ ଛୋଟବେଳୁ ନୈତିକ ଶିକ୍ଷା ଦିଆଯିବା ଦରକାର ଯାହା ଦ୍ୱାରା ସେମାନେ ଭଲ ମଣିଷ ହୋଇପାରିବେ । — [1176, 552, 1491, 598]
sudoku-answer-cell: 7 — [1377, 2238, 1390, 2249]
sudoku-cell[interactable] — [1284, 2028, 1316, 2066]
profile-signature: —ପି.ଆର. — [1081, 2318, 1132, 2332]
sudoku-answer-cell: 7 — [1442, 2249, 1455, 2260]
profile-caption: ପି. ଏ. ସଙ୍ଗମା — [727, 2206, 813, 2222]
delhi-column-box — [592, 386, 798, 500]
profile-body-d: ଏବେ ସେ ରାଷ୍ଟ୍ରପତି ପଦ ପାଇଁ ନିଜର ଆଗ୍ରହ ପ୍ରକାଶ କରିଛନ୍ତି । ଆଦିବାସୀ ସମାଜରୁ ଜଣେ ରାଷ୍ଟ୍ରପତି ହେବା ଉଚିତ ବୋଲି ସେ ମତ ଦେଇଛନ୍ତି । ବିଭିନ୍ନ ଆଞ୍ଚଳିକ ଦଳ ତାଙ୍କୁ ସମର୍ଥନ ଦେବାକୁ ଚିନ୍ତା କରୁଛନ୍ତି । ତେବେ ଶେଷରେ କିଏ ପ୍ରାର୍ଥୀ ହେବେ ତାହା ଏବେ ସ୍ପଷ୍ଟ ନୁହେଁ । ସଙ୍ଗମାଙ୍କ ରାଜନୈତିକ ଜୀବନ ଅନେକ ଉତ୍ଥାନ ପତନ ଦେଇ ଗତି କରିଛି । ସେ କଂଗ୍ରେସ ଦଳରୁ ରାଜନୀତି ଆରମ୍ଭ କରିଥିଲେ । ପରେ ସେ ଜାତୀୟତାବାଦୀ କଂଗ୍ରେସ ପାର୍ଟି ଗଠନରେ ପ୍ରମୁଖ ଭୂମିକା ନେଇଥିଲେ । ବିଭିନ୍ନ କେନ୍ଦ୍ର ମନ୍ତ୍ରୀମଣ୍ଡଳରେ ସେ ଗୁରୁତ୍ୱପୂର୍ଣ୍ଣ ବିଭାଗର ଦାୟିତ୍ୱ ତୁଲାଇଛନ୍ତି । ଶ୍ରମ ମନ୍ତ୍ରୀ ଭାବେ ତାଙ୍କର କାର୍ଯ୍ୟ ପ୍ରଶଂସନୀୟ ଥିଲା । — [876, 1824, 1132, 1991]
sudoku-grid-wrap — [1220, 1798, 1499, 2143]
sudoku-row — [1351, 2271, 1468, 2282]
chirantani-title: ଚିରନ୍ତନୀ — [1188, 12, 1309, 50]
sudoku-cell[interactable] — [1284, 1990, 1316, 2028]
sudoku-cell: 5 — [1222, 1952, 1254, 1990]
letter-body: ଜଳ ସଂରକ୍ଷଣ ପାଇଁ ସରକାର ବିଭିନ୍ନ ଯୋଜନା ଆରମ୍ଭ କରିଛନ୍ତି । କିନ୍ତୁ ଜନସାଧାରଣଙ୍କ ସଚେତନତା ବିନା ଏହା ସଫଳ ହେବ ନାହିଁ । ପ୍ରତ୍ୟେକ ଗ୍ରାମରେ ପୋଖରୀ ସଂସ୍କାର କରାଯାଉ । — [1176, 353, 1491, 399]
sudoku-cell: 9 — [1407, 1914, 1439, 1952]
sudoku-answer-cell: 4 — [1390, 2183, 1403, 2194]
sudoku-cell[interactable] — [1347, 2104, 1378, 2142]
letter-sig: ବିଜୟ କୁମାର ଦାସ, ପୁରୀ — [1387, 403, 1491, 417]
sudoku-answer-cell: 4 — [1377, 2227, 1390, 2238]
sudoku-answer-cell: 7 — [1403, 2260, 1416, 2271]
columnist-photo — [598, 392, 650, 462]
sudoku-answer-cell: 8 — [1377, 2271, 1390, 2282]
sudoku-answer-cell: 8 — [1442, 2183, 1455, 2194]
letter-body: ଧରିତ୍ରୀ ସମ୍ପାଦକୀୟ ଅସହିଷ୍ଣୁ ଓଡ଼ିଆ ପଢ଼ି ଭଲ ଲାଗିଲା । ଆମ ଭାଷା ପ୍ରତି ଆମେ ନିଜେ ଯତ୍ନବାନ ହେବା ଦରକାର । ସରକାରୀ କାର୍ଯ୍ୟରେ ଓଡ଼ିଆ ଭାଷାର ବ୍ୟବହାର ବାଧ୍ୟତାମୂଳକ କରାଯାଉ । ଶିକ୍ଷାନୁଷ୍ଠାନରେ ମାତୃଭାଷାକୁ ଅଗ୍ରାଧିକାର ଦିଆଯାଉ । — [1176, 652, 1491, 713]
sudoku-header — [1176, 1728, 1491, 1774]
top-left-banner — [8, 6, 326, 46]
sudoku-cell[interactable] — [1222, 1876, 1254, 1914]
columnist-photo — [614, 1262, 680, 1346]
sudoku-cell: 7 — [1284, 1838, 1316, 1876]
sudoku-answer-cell: 1 — [1351, 2183, 1364, 2194]
sudoku-cell: 8 — [1284, 1876, 1316, 1914]
sudoku-row — [1222, 2066, 1498, 2104]
letter-sig: କୃଷ୍ଣଚନ୍ଦ୍ର ହୋତା, କଟକ — [1383, 717, 1491, 731]
district-diary-headline: ପିଛା ଛାଡୁନି ସମସ୍ୟା — [59, 806, 275, 839]
sudoku-answer-cell: 1 — [1377, 2216, 1390, 2227]
sudoku-cell[interactable] — [1253, 2104, 1284, 2142]
